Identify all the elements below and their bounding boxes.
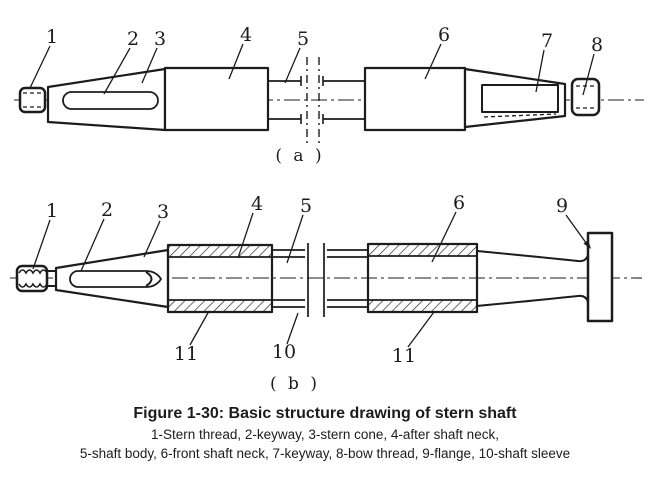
stern-thread-a — [20, 88, 45, 112]
after-shaft-neck-a — [165, 68, 268, 130]
callout-b-5: 5 — [299, 195, 313, 217]
figure-legend-line1: 1-Stern thread, 2-keyway, 3-stern cone, 4-after shaft neck, — [151, 427, 499, 442]
leader-b-11-left — [190, 311, 209, 345]
keyway-a-left — [63, 92, 158, 109]
callout-b-11-left: 11 — [173, 343, 199, 365]
view-b — [10, 192, 642, 394]
break-lines-b — [308, 243, 324, 317]
tail-bottom-b — [477, 296, 588, 306]
leader-b-5 — [287, 215, 303, 263]
leader-b-10 — [287, 313, 298, 344]
callout-a-3: 3 — [153, 28, 167, 50]
figure-caption — [0, 403, 650, 463]
callout-b-10: 10 — [271, 341, 297, 363]
figure-title: Figure 1-30: Basic structure drawing of stern shaft — [133, 405, 517, 422]
callout-b-1: 1 — [45, 200, 59, 222]
sleeve-a-top-hatch — [168, 245, 272, 257]
flange-b — [588, 233, 612, 321]
keyway-a-right — [482, 85, 558, 112]
callout-a-4: 4 — [239, 24, 253, 46]
thread-step-b — [47, 268, 56, 290]
view-a — [14, 24, 644, 166]
sleeve-a-bottom-hatch — [168, 300, 272, 312]
callout-a-7: 7 — [540, 30, 554, 52]
sleeve-b-bottom-hatch — [368, 300, 477, 312]
callout-a-6: 6 — [437, 24, 451, 46]
tail-top-b — [477, 251, 588, 261]
callout-b-9: 9 — [555, 195, 569, 217]
front-shaft-neck-a — [365, 68, 465, 130]
figure-legend-line2: 5-shaft body, 6-front shaft neck, 7-keyway, 8-bow thread, 9-flange, 10-shaft sleeve — [79, 446, 571, 461]
callout-a-8: 8 — [590, 34, 604, 56]
sleeve-b-top-hatch — [368, 244, 477, 256]
callout-b-6: 6 — [452, 192, 466, 214]
callout-b-2: 2 — [100, 199, 114, 221]
callout-b-4: 4 — [250, 193, 264, 215]
callout-b-11-right: 11 — [391, 345, 417, 367]
callout-b-3: 3 — [156, 201, 170, 223]
leader-a-5 — [285, 48, 300, 83]
leader-b-1 — [33, 220, 50, 269]
callout-a-2: 2 — [126, 28, 140, 50]
leader-a-1 — [30, 46, 50, 88]
break-lines-a — [307, 57, 319, 145]
callout-a-1: 1 — [45, 26, 59, 48]
view-a-label: ( a ) — [275, 146, 325, 166]
view-b-label: ( b ) — [270, 374, 320, 394]
callout-a-5: 5 — [296, 28, 310, 50]
leader-b-11-right — [408, 312, 434, 347]
